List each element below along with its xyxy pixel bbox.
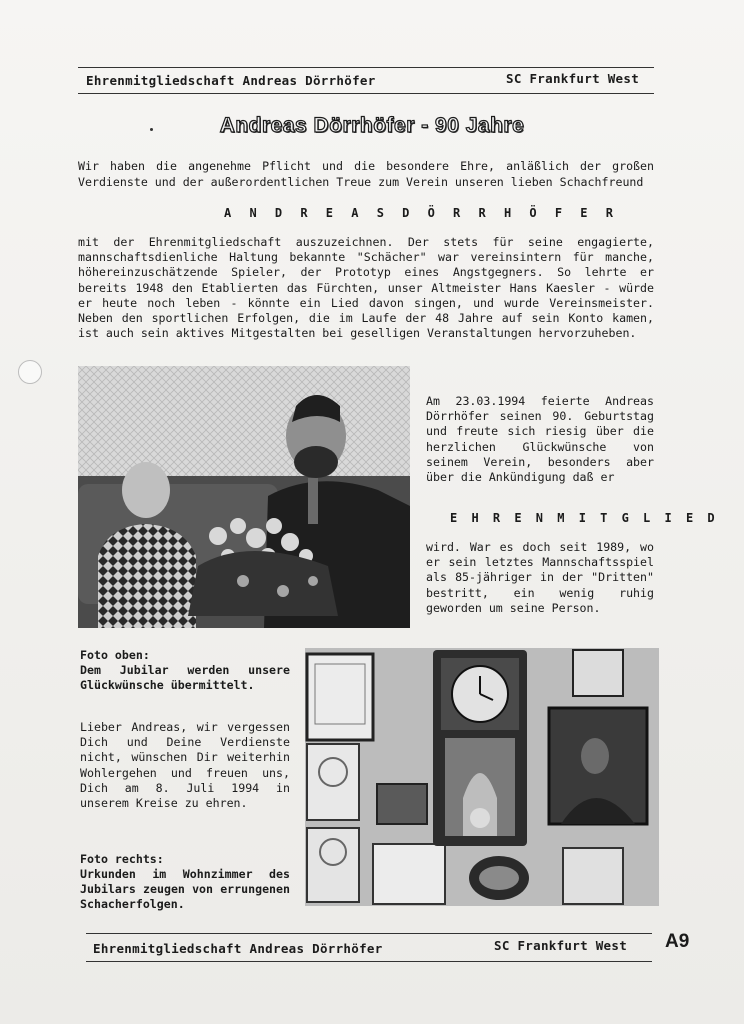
caption-top-text: Dem Jubilar werden unsere Glückwünsche übermittelt. — [80, 663, 290, 693]
footer-rule-top — [86, 933, 652, 934]
footer-right: SC Frankfurt West — [494, 938, 628, 953]
punch-hole — [18, 360, 42, 384]
ehrenmitglied-heading: E H R E N M I T G L I E D — [450, 511, 719, 525]
header-right: SC Frankfurt West — [506, 71, 640, 86]
page-number: A9 — [665, 931, 690, 952]
birthday-paragraph: Am 23.03.1994 feierte Andreas Dörrhöfer seinen 90. Geburtstag und freute sich riesig über die herzlichen Glückwünsche von seinem Verein, besonders aber über die Ankündigung daß er — [426, 394, 654, 485]
main-paragraph: mit der Ehrenmitgliedschaft auszuzeichnen. Der stets für seine engagierte, mannschaftsdienliche Haltung bekannte "Schächer" war vereinsintern für manche, höhereinzuschätzende Spieler, der Prototyp eines Angstgegners. So lehrte er bereits 1948 den Etablierten das Fürchten, unser Altmeister Hans Kaesler - würde er heute noch leben - könnte ein Lied davon singen, und wurde Vereinsmeister. Neben den sportlichen Erfolgen, die im Laufe der 48 Jahre auf sein Konto kamen, ist auch sein aktives Mitgestalten bei geselligen Veranstaltungen hervorzuheben. — [78, 235, 654, 341]
caption-right-label: Foto rechts: — [80, 852, 164, 866]
footer-rule-bottom — [86, 961, 652, 962]
celebration-photo-image — [78, 366, 410, 628]
page-title: Andreas Dörrhöfer - 90 Jahre — [219, 114, 525, 137]
honoree-name: A N D R E A S D Ö R R H Ö F E R — [224, 206, 619, 220]
intro-paragraph: Wir haben die angenehme Pflicht und die besondere Ehre, anläßlich der großen Verdienste und der außerordentlichen Treue zum Verein unseren lieben Schachfreund — [78, 159, 654, 189]
header-rule-top — [78, 67, 654, 68]
header-left: Ehrenmitgliedschaft Andreas Dörrhöfer — [86, 73, 376, 88]
birthday-wishes: Lieber Andreas, wir vergessen Dich und Deine Verdienste nicht, wünschen Dir weiterhin Wohlergehen und freuen uns, Dich am 8. Juli 1994 in unserem Kreise zu ehren. — [80, 720, 290, 811]
wall-photo-image — [305, 648, 659, 906]
photo-living-room-wall — [305, 648, 659, 906]
last-game-paragraph: wird. War es doch seit 1989, wo er sein letztes Mannschaftsspiel als 85-jähriger in der "Dritten" bestritt, ein wenig ruhig geworden um seine Person. — [426, 540, 654, 615]
caption-top-label: Foto oben: — [80, 648, 150, 662]
header-rule-bottom — [78, 93, 654, 94]
photo-celebration — [78, 366, 410, 628]
footer-left: Ehrenmitgliedschaft Andreas Dörrhöfer — [93, 941, 383, 956]
caption-right-text: Urkunden im Wohnzimmer des Jubilars zeugen von errungenen Schacherfolgen. — [80, 867, 290, 912]
